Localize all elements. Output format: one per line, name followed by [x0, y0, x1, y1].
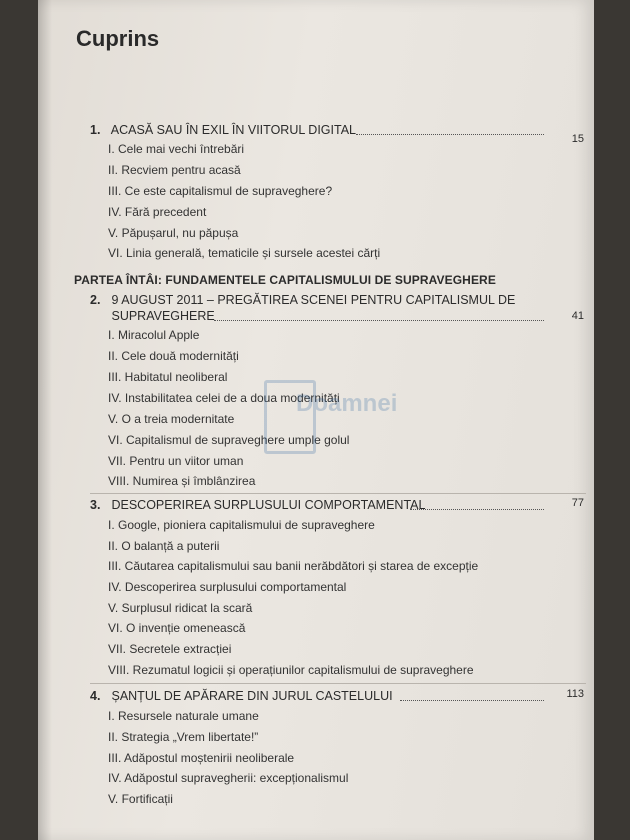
- chapter-title: DESCOPERIREA SURPLUSULUI COMPORTAMENTAL: [111, 498, 426, 512]
- page-title: Cuprins: [76, 26, 160, 51]
- chapter-number: 4.: [90, 689, 101, 703]
- section-item: I. Google, pioniera capitalismului de supraveghere: [108, 518, 375, 532]
- section-item: V. Păpușarul, nu păpușa: [108, 226, 239, 240]
- chapter-title-line-1: 9 AUGUST 2011 – PREGĂTIREA SCENEI PENTRU CAPITALISMUL DE: [111, 293, 516, 307]
- section-item: VI. Linia generală, tematicile și sursele acestei cărți: [108, 246, 381, 260]
- section-item: II. Strategia „Vrem libertate!”: [108, 730, 259, 744]
- chapter-1-heading: [90, 122, 560, 138]
- chapter-divider: [90, 683, 586, 684]
- section-item: III. Ce este capitalismul de supraveghere?: [108, 184, 333, 198]
- section-item: IV. Adăpostul supravegherii: excepționalismul: [108, 771, 349, 785]
- section-item: VI. O invenție omenească: [108, 621, 246, 635]
- section-item: II. Cele două modernități: [108, 349, 239, 363]
- chapter-title: ACASĂ SAU ÎN EXIL ÎN VIITORUL DIGITAL: [110, 123, 356, 137]
- section-item: I. Miracolul Apple: [108, 328, 200, 342]
- chapter-2-heading: [90, 292, 560, 308]
- section-item: II. Recviem pentru acasă: [108, 163, 241, 177]
- section-item: VII. Pentru un viitor uman: [108, 454, 244, 468]
- section-item: VIII. Rezumatul logicii și operațiunilor capitalismului de supraveghere: [108, 663, 474, 677]
- section-item: I. Cele mai vechi întrebări: [108, 142, 245, 156]
- book-page: [38, 0, 594, 840]
- section-item: III. Habitatul neoliberal: [108, 370, 228, 384]
- chapter-2-heading-cont: [90, 308, 560, 324]
- section-item: VIII. Numirea și îmblânzirea: [108, 474, 256, 488]
- chapter-number: 1.: [90, 123, 101, 137]
- section-item: V. O a treia modernitate: [108, 412, 235, 426]
- dot-leader: [214, 320, 544, 321]
- chapter-title: ȘANȚUL DE APĂRARE DIN JURUL CASTELULUI: [111, 689, 393, 703]
- section-item: VII. Secretele extracției: [108, 642, 232, 656]
- chapter-divider: [90, 493, 586, 494]
- chapter-page-number: 15: [571, 133, 584, 145]
- section-item: I. Resursele naturale umane: [108, 709, 259, 723]
- section-item: II. O balanță a puterii: [108, 539, 220, 553]
- section-item: IV. Fără precedent: [108, 205, 207, 219]
- dot-leader: [410, 509, 544, 510]
- dot-leader: [400, 700, 544, 701]
- chapter-page-number: 113: [566, 688, 584, 700]
- section-item: V. Fortificații: [108, 792, 173, 806]
- section-item: VI. Capitalismul de supraveghere umple golul: [108, 433, 350, 447]
- dot-leader: [356, 134, 544, 135]
- section-item: III. Căutarea capitalismului sau banii nerăbdători și starea de excepție: [108, 559, 479, 573]
- watermark-text: Doamnei: [296, 390, 398, 417]
- store-watermark: [264, 380, 404, 460]
- chapter-4-heading: [90, 688, 560, 704]
- section-item: V. Surplusul ridicat la scară: [108, 601, 253, 615]
- chapter-number: 2.: [90, 293, 101, 307]
- section-item: IV. Descoperirea surplusului comportamental: [108, 580, 347, 594]
- chapter-page-number: 77: [571, 497, 584, 509]
- part-heading: PARTEA ÎNTÂI: FUNDAMENTELE CAPITALISMULUI DE SUPRAVEGHERE: [74, 273, 496, 287]
- chapter-page-number: 41: [571, 310, 584, 322]
- section-item: III. Adăpostul moștenirii neoliberale: [108, 751, 295, 765]
- chapter-title-line-2: SUPRAVEGHERE: [111, 309, 215, 323]
- section-item: IV. Instabilitatea celei de a doua modernități: [108, 391, 340, 405]
- chapter-3-heading: [90, 497, 560, 513]
- chapter-number: 3.: [90, 498, 101, 512]
